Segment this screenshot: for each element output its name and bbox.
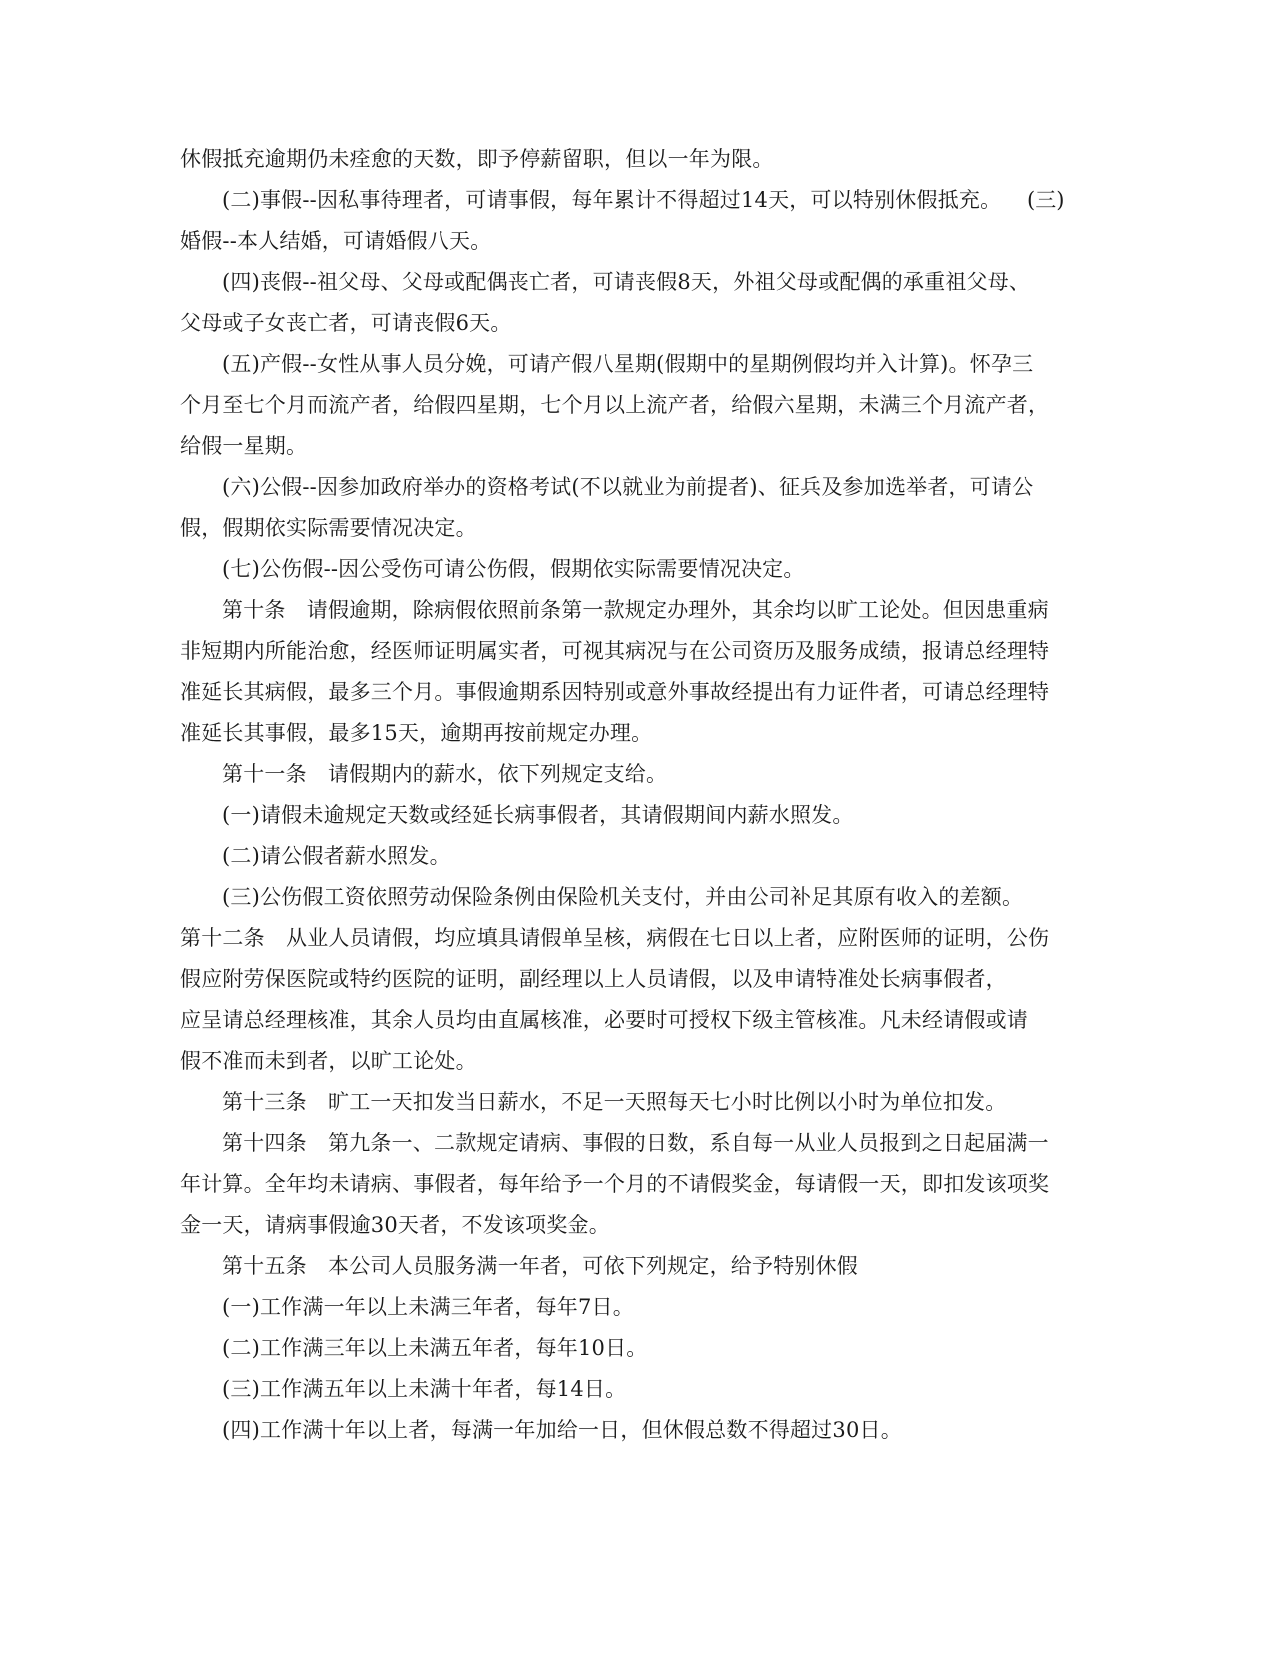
text-line-13: 非短期内所能治愈，经医师证明属实者，可视其病况与在公司资历及服务成绩，报请总经理特 — [180, 639, 1050, 663]
text-line-32: (四)工作满十年以上者，每满一年加给一日，但休假总数不得超过30日。 — [222, 1418, 902, 1442]
text-line-23: 假不准而未到者，以旷工论处。 — [180, 1049, 477, 1073]
text-line-30: (二)工作满三年以上未满五年者，每年10日。 — [222, 1336, 648, 1360]
text-line-8: 给假一星期。 — [180, 434, 308, 458]
text-line-22: 应呈请总经理核准，其余人员均由直属核准，必要时可授权下级主管核准。凡未经请假或请 — [180, 1008, 1028, 1032]
text-line-29: (一)工作满一年以上未满三年者，每年7日。 — [222, 1295, 634, 1319]
text-line-3: 婚假--本人结婚，可请婚假八天。 — [180, 229, 492, 253]
text-line-18: (二)请公假者薪水照发。 — [222, 844, 451, 868]
text-line-4: (四)丧假--祖父母、父母或配偶丧亡者，可请丧假8天，外祖父母或配偶的承重祖父母、 — [222, 270, 1031, 294]
text-line-25: 第十四条 第九条一、二款规定请病、事假的日数，系自每一从业人员报到之日起届满一 — [222, 1131, 1049, 1155]
text-line-11: (七)公伤假--因公受伤可请公伤假，假期依实际需要情况决定。 — [222, 557, 805, 581]
text-line-1: 休假抵充逾期仍未痊愈的天数，即予停薪留职，但以一年为限。 — [180, 147, 774, 171]
text-line-2: (二)事假--因私事待理者，可请事假，每年累计不得超过14天，可以特别休假抵充。 — [222, 188, 1002, 212]
text-line-27: 金一天，请病事假逾30天者，不发该项奖金。 — [180, 1213, 610, 1237]
text-line-16: 第十一条 请假期内的薪水，依下列规定支给。 — [222, 762, 668, 786]
text-line-20: 第十二条 从业人员请假，均应填具请假单呈核，病假在七日以上者，应附医师的证明，公伤 — [180, 926, 1050, 950]
text-line-9: (六)公假--因参加政府举办的资格考试(不以就业为前提者)、征兵及参加选举者，可请公 — [222, 475, 1034, 499]
text-line-12: 第十条 请假逾期，除病假依照前条第一款规定办理外，其余均以旷工论处。但因患重病 — [222, 598, 1049, 622]
text-line-15: 准延长其事假，最多15天，逾期再按前规定办理。 — [180, 721, 653, 745]
text-line-24: 第十三条 旷工一天扣发当日薪水，不足一天照每天七小时比例以小时为单位扣发。 — [222, 1090, 1007, 1114]
text-line-5: 父母或子女丧亡者，可请丧假6天。 — [180, 311, 512, 335]
text-line-19: (三)公伤假工资依照劳动保险条例由保险机关支付，并由公司补足其原有收入的差额。 — [222, 885, 1024, 909]
text-line-26: 年计算。全年均未请病、事假者，每年给予一个月的不请假奖金，每请假一天，即扣发该项奖 — [180, 1172, 1050, 1196]
text-line-2-tail: (三) — [1027, 188, 1065, 212]
text-line-28: 第十五条 本公司人员服务满一年者，可依下列规定，给予特别休假 — [222, 1254, 858, 1278]
text-line-7: 个月至七个月而流产者，给假四星期，七个月以上流产者，给假六星期，未满三个月流产者， — [180, 393, 1050, 417]
text-line-14: 准延长其病假，最多三个月。事假逾期系因特别或意外事故经提出有力证件者，可请总经理特 — [180, 680, 1050, 704]
text-line-21: 假应附劳保医院或特约医院的证明，副经理以上人员请假，以及申请特准处长病事假者， — [180, 967, 1007, 991]
text-line-10: 假，假期依实际需要情况决定。 — [180, 516, 477, 540]
text-line-6: (五)产假--女性从事人员分娩，可请产假八星期(假期中的星期例假均并入计算)。怀孕三 — [222, 352, 1034, 376]
text-line-17: (一)请假未逾规定天数或经延长病事假者，其请假期间内薪水照发。 — [222, 803, 854, 827]
text-line-31: (三)工作满五年以上未满十年者，每14日。 — [222, 1377, 627, 1401]
